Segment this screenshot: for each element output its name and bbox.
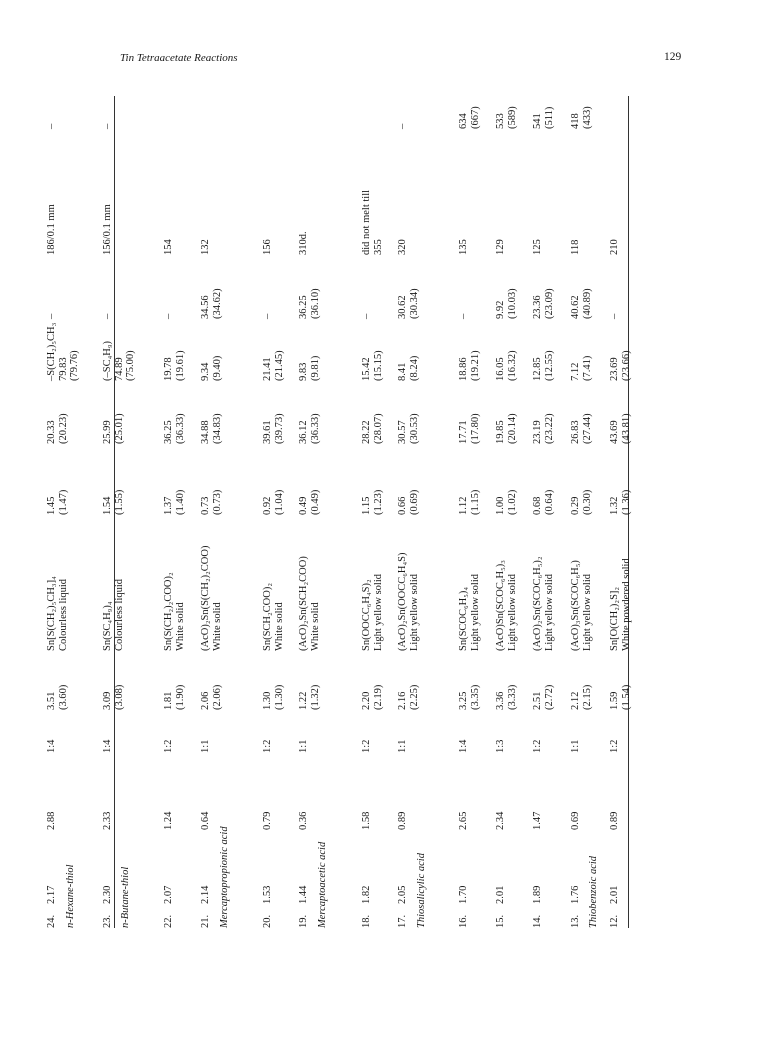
table-cell: 1:1 [397, 739, 408, 753]
table-cell: Sn(OOCC₆H₄S)₂ Light yellow solid [361, 574, 384, 651]
table-cell: 18.86 (19.21) [458, 350, 481, 381]
table-cell: 3.25 (3.35) [458, 684, 481, 710]
table-cell: 186/0.1 mm [46, 204, 57, 255]
table-cell: – [46, 123, 57, 129]
table-cell: 0.92 (1.04) [262, 489, 285, 515]
table-cell: 1.44 [298, 885, 309, 904]
table-cell: – [102, 123, 113, 129]
running-title: Tin Tetraacetate Reactions [120, 52, 238, 64]
table-cell: 17. [397, 914, 408, 928]
table-cell: 1.81 (1.90) [163, 684, 186, 710]
table-cell: 1.00 (1.02) [495, 489, 518, 515]
table-cell: (AcO)₃Sn(SCOC₆H₅) Light yellow solid [570, 560, 593, 651]
table-cell: 0.64 [200, 811, 211, 830]
table-cell: 19.78 (19.61) [163, 350, 186, 381]
table-cell: 1:4 [46, 739, 57, 753]
group-heading: Mercaptopropionic acid [219, 826, 230, 928]
table-cell: 2.01 [495, 885, 506, 904]
table-cell: 19. [298, 914, 309, 928]
group-heading: Mercaptoacetic acid [317, 841, 328, 928]
table-cell: 0.69 [570, 811, 581, 830]
table-cell: 2.34 [495, 811, 506, 830]
table-cell: 118 [570, 239, 581, 255]
table-cell: 23.19 (23.22) [532, 413, 555, 444]
table-cell: 21. [200, 914, 211, 928]
table-cell: 533 (589) [495, 106, 518, 129]
group-heading: Thiosalicylic acid [416, 853, 427, 928]
table-cell: 1:4 [458, 739, 469, 753]
table-cell: 12.85 (12.55) [532, 350, 555, 381]
table-cell: 2.65 [458, 811, 469, 830]
table-cell: 16.05 (16.32) [495, 350, 518, 381]
table-cell: 8.41 (8.24) [397, 355, 420, 381]
table-cell: 154 [163, 239, 174, 255]
table-cell: 1.22 (1.32) [298, 684, 321, 710]
page-number: 129 [664, 51, 682, 63]
table-cell: 310d. [298, 231, 309, 255]
table-cell: 9.92 (10.03) [495, 288, 518, 319]
table-cell: 1.53 [262, 885, 273, 904]
table-cell: 22. [163, 914, 174, 928]
table-cell: 16. [458, 914, 469, 928]
table-cell: 1:2 [262, 739, 273, 753]
table-cell: 1:2 [532, 739, 543, 753]
table-cell: (AcO)₂Sn(SCH₂COO) White solid [298, 556, 321, 651]
table-cell: 34.56 (34.62) [200, 288, 223, 319]
table-cell: 2.14 [200, 885, 211, 904]
table-cell: 2.17 [46, 885, 57, 904]
table-cell: 20.33 (20.23) [46, 413, 69, 444]
table-cell: 0.79 [262, 811, 273, 830]
table-cell: 156/0.1 mm [102, 204, 113, 255]
rotated-table [46, 96, 638, 928]
table-cell: 21.41 (21.45) [262, 350, 285, 381]
table-cell: 43.69 (43.81) [609, 413, 632, 444]
table-cell: 1.70 [458, 885, 469, 904]
table-cell: 23.69 (23.66) [609, 350, 632, 381]
table-cell: 0.73 (0.73) [200, 489, 223, 515]
table-cell: 0.89 [609, 811, 620, 830]
table-cell: 2.12 (2.15) [570, 684, 593, 710]
table-cell: 24. [46, 914, 57, 928]
table-cell: Sn[O(CH₂)₂S]₂ White powdered solid [609, 558, 632, 651]
table-cell: 13. [570, 914, 581, 928]
table-cell: 1.37 (1.40) [163, 489, 186, 515]
table-cell: 17.71 (17.80) [458, 413, 481, 444]
table-cell: – [609, 313, 620, 319]
table-cell: 40.62 (40.89) [570, 288, 593, 319]
table-cell: 7.12 (7.41) [570, 355, 593, 381]
table-cell: 1.45 (1.47) [46, 489, 69, 515]
table-cell: 3.51 (3.60) [46, 684, 69, 710]
table-cell: 1:1 [298, 739, 309, 753]
table-cell: 1.58 [361, 811, 372, 830]
table-cell: 320 [397, 239, 408, 255]
table-cell: 19.85 (20.14) [495, 413, 518, 444]
table-cell: 1:2 [609, 739, 620, 753]
table-cell: – [102, 313, 113, 319]
table-cell: 30.57 (30.53) [397, 413, 420, 444]
table-cell: 1.32 (1.36) [609, 489, 632, 515]
table-cell: 2.30 [102, 885, 113, 904]
table-cell: 210 [609, 239, 620, 255]
table-cell: 418 (433) [570, 106, 593, 129]
table-cell: 25.99 (25.01) [102, 413, 125, 444]
table-cell: 1:3 [495, 739, 506, 753]
table-cell: 1.82 [361, 885, 372, 904]
table-cell: 3.09 (3.08) [102, 684, 125, 710]
table-cell: 36.12 (36.33) [298, 413, 321, 444]
table-cell: 30.62 (30.34) [397, 288, 420, 319]
table-cell: 156 [262, 239, 273, 255]
table-cell: 2.16 (2.25) [397, 684, 420, 710]
table-cell: – [361, 313, 372, 319]
table-cell: 26.83 (27.44) [570, 413, 593, 444]
table-cell: 0.89 [397, 811, 408, 830]
table-cell: 20. [262, 914, 273, 928]
table-cell: 12. [609, 914, 620, 928]
table-cell: 2.05 [397, 885, 408, 904]
table-cell: 2.33 [102, 811, 113, 830]
table-cell: 1.47 [532, 811, 543, 830]
table-cell: 129 [495, 239, 506, 255]
table-cell: 135 [458, 239, 469, 255]
table-cell: (AcO)₂Sn(S(CH₂)₂COO) White solid [200, 545, 223, 651]
table-cell: 634 (667) [458, 106, 481, 129]
table-cell: – [163, 313, 174, 319]
table-cell: did not melt till 355 [361, 189, 384, 255]
table-cell: 541 (511) [532, 106, 555, 129]
table-cell: 0.68 (0.64) [532, 489, 555, 515]
table-cell: 3.36 (3.33) [495, 684, 518, 710]
table-cell: 1.76 [570, 885, 581, 904]
table-cell: 1.15 (1.23) [361, 489, 384, 515]
table-cell: Sn(S(CH₂)₂COO)₂ White solid [163, 572, 186, 651]
table-cell: 23. [102, 914, 113, 928]
table-cell: 1:1 [200, 739, 211, 753]
table-cell: 36.25 (36.10) [298, 288, 321, 319]
table-cell: 2.51 (2.72) [532, 684, 555, 710]
table-cell: 1.30 (1.30) [262, 684, 285, 710]
group-heading: Thiobenzoic acid [588, 855, 599, 928]
table-cell: Sn(SCH₂COO)₂ White solid [262, 583, 285, 651]
table-cell: 1.54 (1.55) [102, 489, 125, 515]
table-cell: 1.59 (1.54) [609, 684, 632, 710]
table-cell: 1:2 [361, 739, 372, 753]
table-cell: Sn[S(CH₂)₅CH₃]₄ Colourless liquid [46, 576, 69, 651]
table-cell: – [46, 313, 57, 319]
table-cell: 1:1 [570, 739, 581, 753]
table-cell: 0.29 (0.30) [570, 489, 593, 515]
table-cell: 0.66 (0.69) [397, 489, 420, 515]
table-cell: 1.89 [532, 885, 543, 904]
table-cell: Sn(SC₄H₉)₄ Colourless liquid [102, 578, 125, 651]
table-cell: 2.06 (2.06) [200, 684, 223, 710]
table-cell: – [458, 313, 469, 319]
table-cell: 9.34 (9.40) [200, 355, 223, 381]
group-heading: n-Butane-thiol [120, 866, 131, 928]
table-cell: 1:4 [102, 739, 113, 753]
table-cell: 2.88 [46, 811, 57, 830]
table-cell: – [262, 313, 273, 319]
table-cell: – [397, 123, 408, 129]
table-cell: 15.42 (15.15) [361, 350, 384, 381]
table-cell: 132 [200, 239, 211, 255]
table-cell: 9.83 (9.81) [298, 355, 321, 381]
table-cell: 125 [532, 239, 543, 255]
table-cell: 0.49 (0.49) [298, 489, 321, 515]
table-cell: 14. [532, 914, 543, 928]
table-cell: 1.24 [163, 811, 174, 830]
table-cell: 36.25 (36.33) [163, 413, 186, 444]
table-cell: 2.20 (2.19) [361, 684, 384, 710]
table-cell: 18. [361, 914, 372, 928]
table-cell: 0.36 [298, 811, 309, 830]
table-cell: Sn(SCOC₆H₅)₄ Light yellow solid [458, 574, 481, 651]
table-cell: (AcO)₂Sn(SCOC₆H₅)₂ Light yellow solid [532, 556, 555, 651]
table-cell: (AcO)Sn(SCOC₆H₅)₃ Light yellow solid [495, 560, 518, 651]
table-cell: 1:2 [163, 739, 174, 753]
table-cell: 15. [495, 914, 506, 928]
table-cell: 1.12 (1.15) [458, 489, 481, 515]
table-cell: 39.61 (39.73) [262, 413, 285, 444]
table-cell: 34.88 (34.83) [200, 413, 223, 444]
table-cell: (–SC₄H₉) 74.89 (75.00) [102, 341, 136, 381]
table-cell: 23.36 (23.09) [532, 288, 555, 319]
table-cell: 28.22 (28.07) [361, 413, 384, 444]
table-cell: 2.01 [609, 885, 620, 904]
table-cell: –S(CH₂)₅CH₃ 79.83 (79.76) [46, 322, 80, 381]
table-cell: 2.07 [163, 885, 174, 904]
group-heading: n-Hexane-thiol [65, 864, 76, 928]
table-cell: (AcO)₂Sn(OOCC₆H₄S) Light yellow solid [397, 552, 420, 651]
